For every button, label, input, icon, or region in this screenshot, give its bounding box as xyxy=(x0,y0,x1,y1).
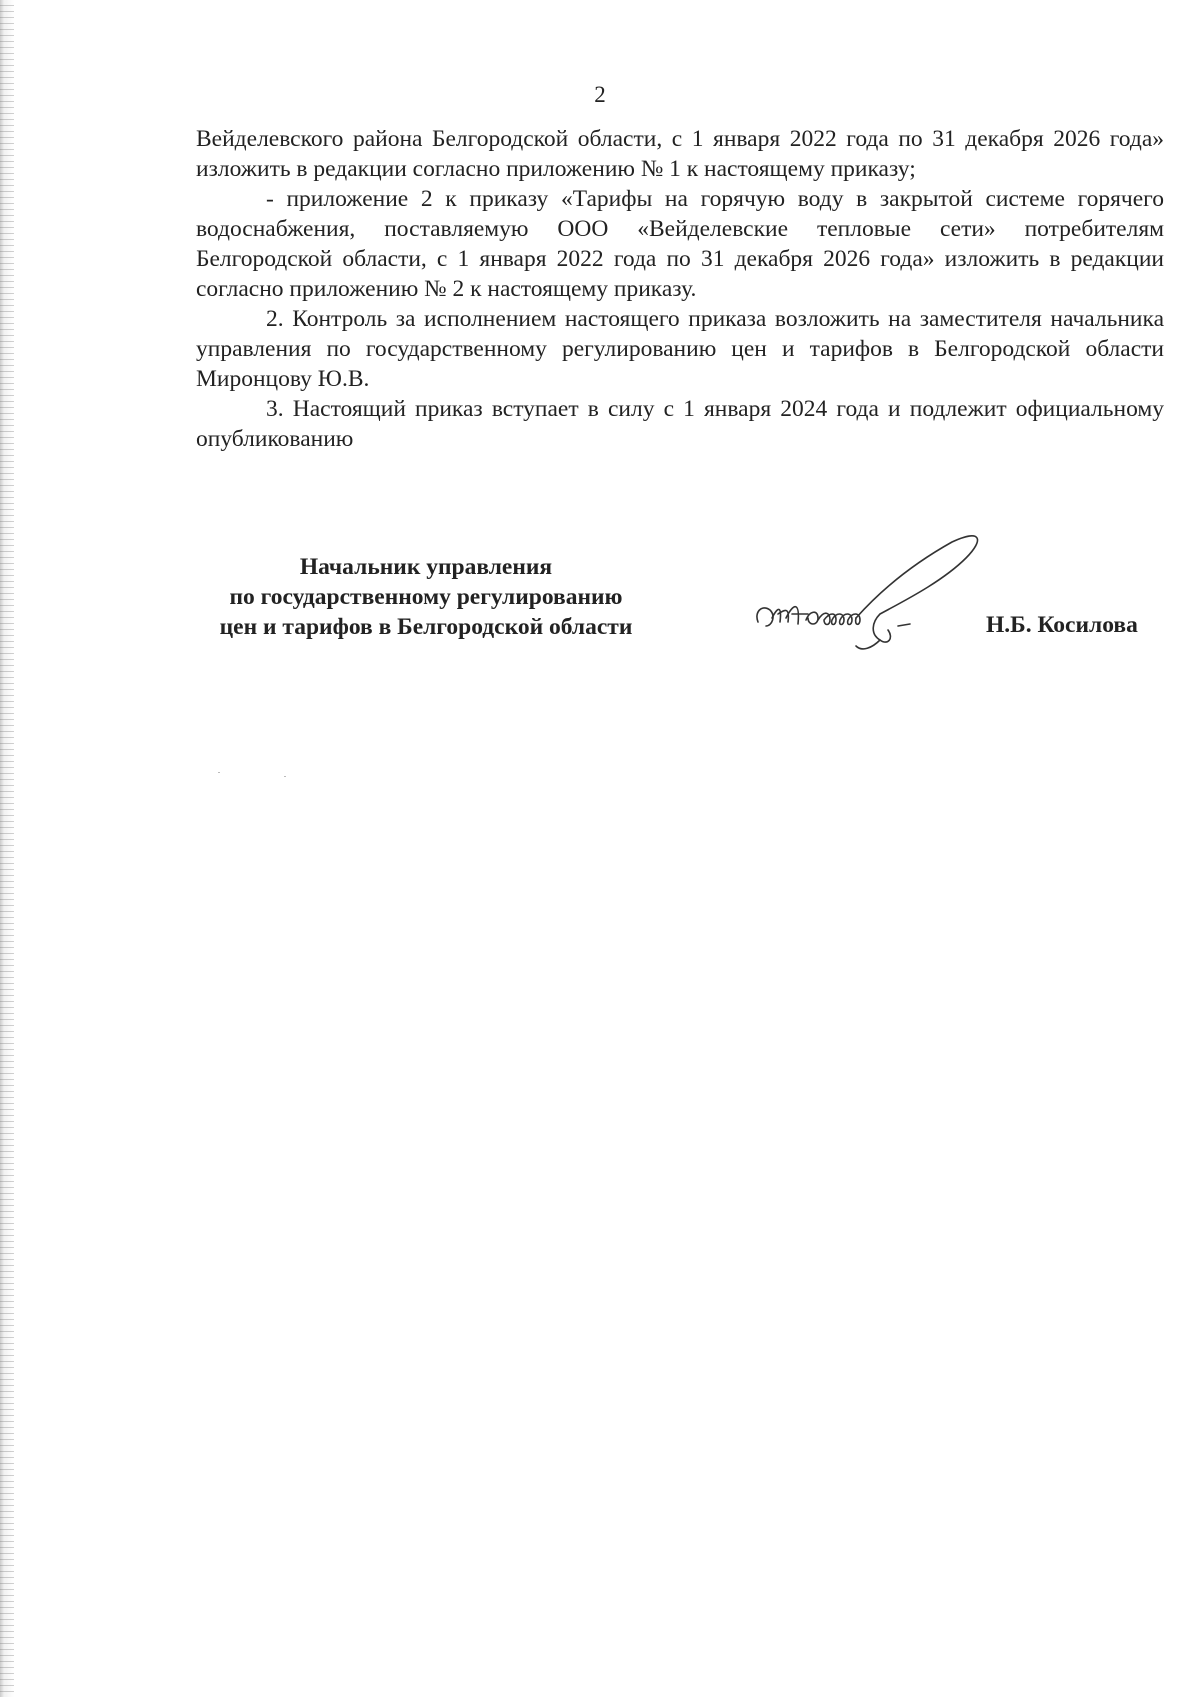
handwritten-signature xyxy=(752,530,1042,660)
paragraph-control: 2. Контроль за исполнением настоящего приказа возложить на заместителя начальника управления по государственному регулированию цен и тарифов в Белгородской области Миронцову Ю.В. xyxy=(196,306,1164,392)
scan-speck xyxy=(284,776,286,777)
scan-edge xyxy=(0,0,14,1697)
document-body xyxy=(196,124,1164,454)
page-number: 2 xyxy=(594,82,606,107)
scan-speck xyxy=(218,772,220,773)
position-line: Начальник управления xyxy=(299,554,553,580)
position-line: по государственному регулированию xyxy=(229,584,623,610)
signatory-position xyxy=(176,552,676,642)
paragraph-continuation: Вейделевского района Белгородской области, с 1 января 2022 года по 31 декабря 2026 года» изложить в редакции согласно приложению № 1 к настоящему приказу; xyxy=(196,126,1164,182)
paragraph-effective-date: 3. Настоящий приказ вступает в силу с 1 января 2024 года и подлежит официальному опубликованию xyxy=(196,396,1164,452)
position-line: цен и тарифов в Белгородской области xyxy=(219,614,633,640)
paragraph-appendix-2: - приложение 2 к приказу «Тарифы на горячую воду в закрытой системе горячего водоснабжения, поставляемую ООО «Вейделевские тепловые сети» потребителям Белгородской области, с 1 января 2022 года по 31 декабря 2026 года» изложить в редакции согласно приложению № 2 к настоящему приказу. xyxy=(196,186,1164,302)
signer-name: Н.Б. Косилова xyxy=(986,612,1138,638)
